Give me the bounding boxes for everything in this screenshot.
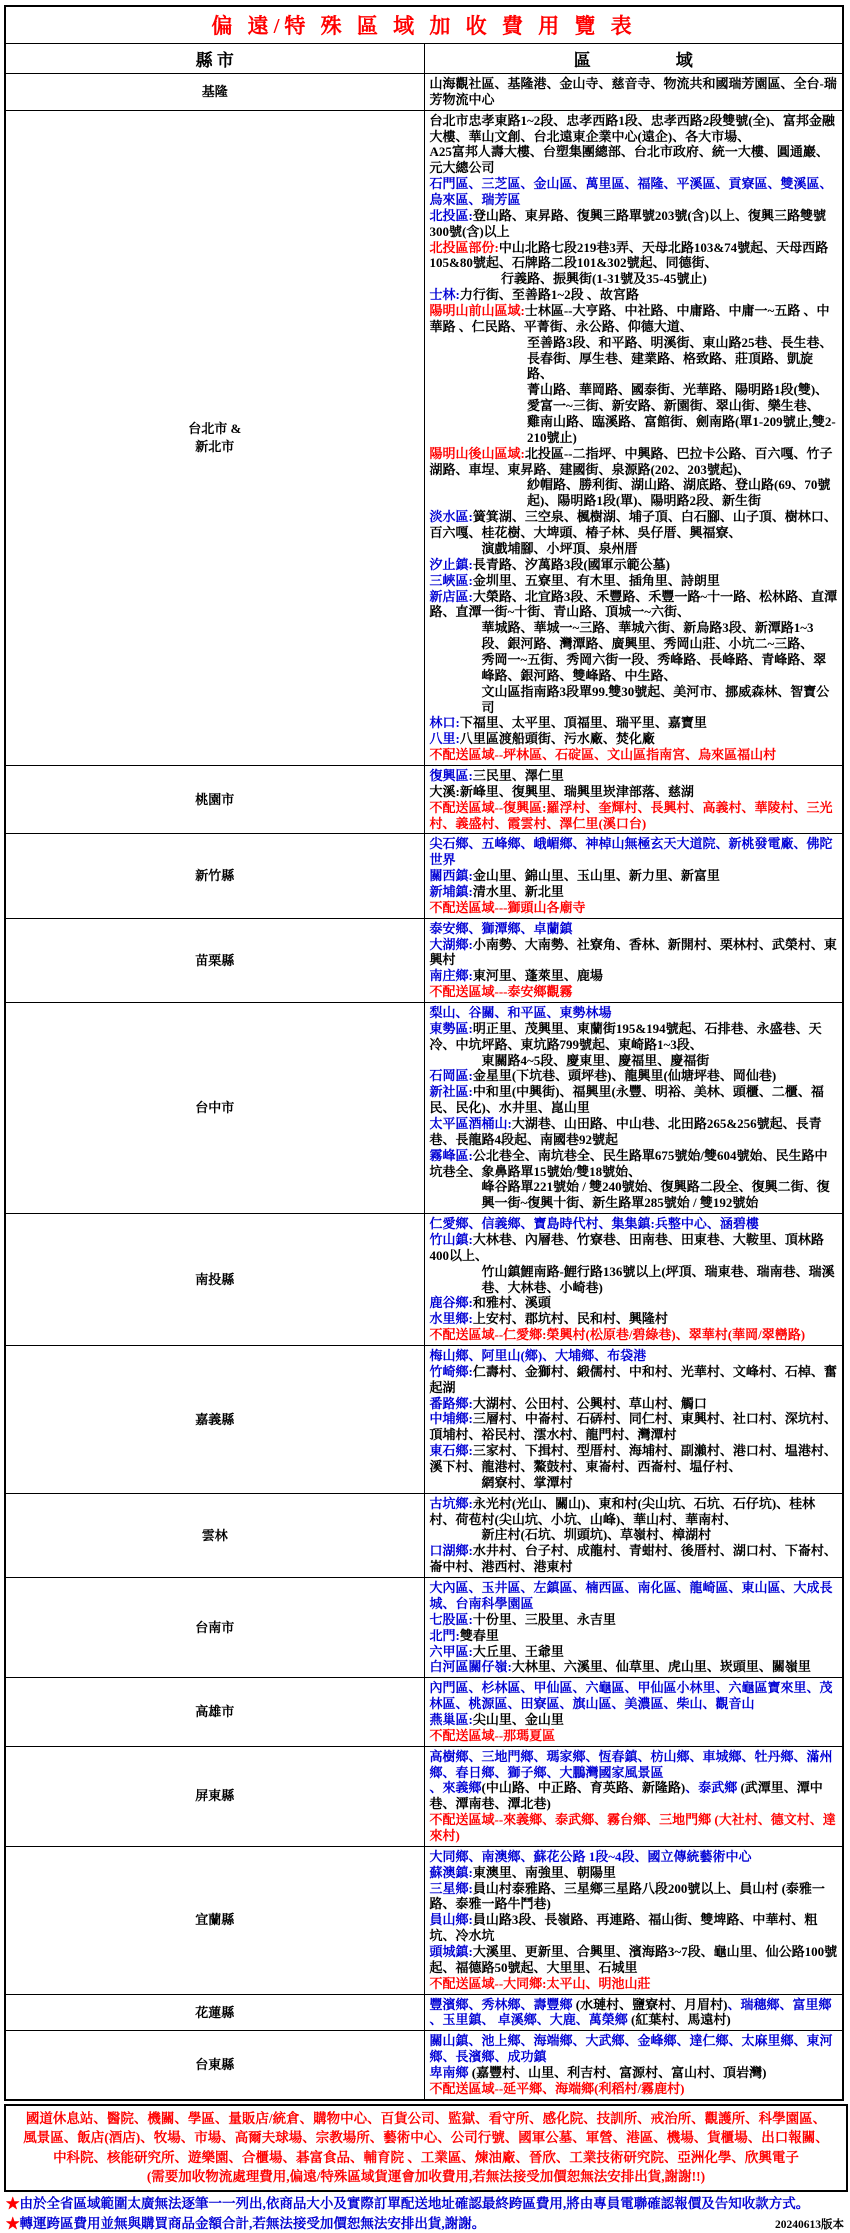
region-line [430,1496,839,1528]
region-text: (水璉村、鹽寮村、月眉村) [575,1996,728,2012]
region-text: 三民里、澤仁里 [472,767,564,783]
region-line [430,937,839,969]
region-line [430,1680,839,1712]
region-text: 、來義鄉 [429,1780,482,1796]
region-line [430,541,839,557]
region-text: 大同鄉、南澳鄉、蘇花公路 1段~4段、國立傳統藝術中心 [429,1848,752,1864]
region-text: 簧箕湖、三空泉、楓樹湖、埔子頂、白石腳、山子頂、樹林口、百六嘎、桂花樹、大埤頭、椿子林、吳仔厝、興福寮、 [429,509,837,541]
region-cell [424,834,843,918]
region-text: 員山村泰雅路、三星鄉三星路八段200號以上、員山村 (泰雅一路、泰雅一路牛鬥巷) [429,1880,825,1912]
region-line [430,620,839,652]
region-text: 不配送區域--來義鄉、泰武鄉、霧台鄉、三地門鄉 (大社村、德文村、達來村) [429,1812,836,1843]
region-text: 士林區--大亨路、中社路、中庸路、中庸一~五路 、中華路 、仁民路、平菁街、永公路、仰德大道、 [429,303,830,334]
region-line [430,1084,839,1116]
region-text: 大榮路、北宜路3段、禾豐路、禾豐一路~十一路、松林路、直潭路、直潭一街~十街、青山路、頂城一~六街、 [429,588,838,620]
region-text: 紗帽路、勝利街、湖山路、湖底路、登山路(69、70號起)、陽明路1段(單)、陽明路2段、新生街 [527,477,831,509]
region-line [430,2065,839,2081]
region-text: 竹崎鄉: [429,1363,473,1379]
county-name: 高雄市 [5,1678,424,1746]
region-text: 東勢區: [429,1020,473,1036]
region-text: 明正里、茂興里、東蘭街195&194號起、石排巷、永盛巷、天冷、中坑坪路、東坑路799號起、東崎路1~3段、 [429,1020,822,1052]
county-name: 台東縣 [5,2031,424,2100]
county-name: 花蓮縣 [5,1994,424,2031]
region-text: 關西鎮: [429,868,473,884]
region-line [430,144,839,176]
region-text: 東澳里、南強里、朝陽里 [472,1864,616,1880]
region-cell [424,918,843,1002]
region-text: 大湖巷、山田路、中山巷、北田路265&256號起、長青巷、長龍路4段起、南國巷92號起 [429,1116,822,1147]
region-text: 高樹鄉、三地門鄉、瑪家鄉、恆春鎮、枋山鄉、車城鄉、牡丹鄉、滿州鄉、春日鄉、獅子鄉、大鵬灣國家風景區 [429,1748,833,1780]
table-row [5,1346,843,1494]
region-line [430,684,839,716]
region-text: 力行街、至善路1~2段 、故宮路 [459,287,639,303]
region-text: 八里區渡船頭街、污水廠、焚化廠 [459,731,655,747]
region-line [430,1976,839,1992]
region-text: 石岡區: [429,1068,473,1084]
region-line [430,747,839,763]
region-line [430,1543,839,1575]
region-text: (紅葉村、馬遠村) [631,2012,731,2028]
county-name: 台北市 & 新北市 [5,110,424,765]
region-text: (嘉豐村、山里、利吉村、富源村、富山村、頂岩灣) [471,2064,767,2080]
table-row [5,1493,843,1577]
region-line [430,868,839,884]
region-text: 八里: [429,731,460,747]
region-text: 北投區: [429,207,473,223]
region-text: 十份里、三股里、永吉里 [472,1611,616,1627]
region-text: 不配送區域---獅頭山各廟寺 [429,899,586,915]
region-text: 尖石鄉、五峰鄉、峨嵋鄉、神棹山無極玄天大道院、新桃發電廠、佛陀世界 [429,836,833,868]
table-row [5,1002,843,1213]
region-text: 水里鄉: [429,1311,473,1327]
region-line [430,414,839,446]
table-row [5,1994,843,2031]
county-column-header: 縣 市 [5,44,424,74]
region-text: (中山路、中正路、育英路、新隆路) [481,1780,686,1796]
region-line [430,271,839,287]
table-row [5,834,843,918]
region-text: 汐止鎮: [429,556,473,572]
region-line [430,1264,839,1296]
region-line [430,1116,839,1148]
region-line [430,1311,839,1327]
region-text: 公北巷全、南坑巷全、民生路單675號始/雙604號始、民生路中坑巷全、象鼻路單15號始/雙18號始、 [429,1147,828,1179]
header-row [5,44,843,74]
region-text: 霧峰區: [429,1147,473,1163]
special-location-line: 風景區、飯店(酒店)、牧場、市場、高爾夫球場、宗教場所、藝術中心、公司行號、國軍公墓、軍營、港區、機場、貨櫃場、出口報關、 [23,2130,829,2146]
fee-table-body [5,74,843,2100]
region-line [430,1628,839,1644]
region-text: 不配送區域---泰安鄉觀霧 [429,984,573,1000]
region-line [430,1179,839,1211]
region-text: 竹山鎮鯉南路-鯉行路136號以上(坪頂、瑞東巷、瑞南巷、瑞溪巷、大林巷、小崎巷) [481,1263,835,1295]
region-line [430,836,839,868]
table-row [5,74,843,111]
region-line [430,731,839,747]
region-line [430,1475,839,1491]
county-name: 南投縣 [5,1214,424,1346]
region-text: 上安村、郡坑村、民和村、興隆村 [472,1311,668,1327]
region-text: 不配送區域--復興區:羅浮村、奎輝村、長興村、高義村、華陵村、三光村、義盛村、霞雲村、澤仁里(溪口台) [429,799,833,831]
region-text: 大丘里、王爺里 [472,1643,564,1659]
region-text: 梨山、谷關、和平區、東勢林場 [429,1004,612,1020]
region-text: 中山北路七段219巷3弄、天母北路103&74號起、天母西路105&80號起、石牌路二段101&302號起、同德街、 [429,239,829,271]
county-name: 台南市 [5,1578,424,1678]
region-text: 小南勢、大南勢、社寮角、香林、新開村、栗林村、武榮村、東興村 [429,936,837,968]
region-text: 番路鄉: [429,1395,473,1411]
region-text: 中和里(中興街)、福興里(永豐、明裕、美林、頭櫃、二櫃、福民、民化)、水井里、崑山里 [429,1084,824,1116]
region-line [430,1527,839,1543]
region-text: 鹿谷鄉: [429,1295,473,1311]
table-row [5,1678,843,1746]
region-text: 白河區關仔嶺: [429,1659,512,1675]
region-text: 仁愛鄉、信義鄉、寶島時代村、集集鎮:兵整中心、涵碧樓 [429,1216,759,1232]
region-line [430,113,839,145]
region-line [430,1712,839,1728]
county-name: 宜蘭縣 [5,1846,424,1994]
region-text: 員山路3段、長嶺路、再連路、福山街、雙埤路、中華村、粗坑、冷水坑 [429,1912,818,1944]
county-name: 桃園市 [5,765,424,833]
region-text: 不配送區域--坪林區、石碇區、文山區指南宮、烏來區福山村 [429,747,777,763]
region-line [430,1348,839,1364]
region-text: 大內區、玉井區、左鎮區、楠西區、南化區、龍崎區、東山區、大成長城、台南科學園區 [429,1580,833,1611]
region-text: 卑南鄉 [429,2064,472,2080]
region-text: 秀岡一~五街、秀岡六街一段、秀峰路、長峰路、青峰路、翠峰路、銀河路、雙峰路、中生路、 [481,651,827,683]
region-line [430,557,839,573]
region-line [430,1849,839,1865]
region-line [430,446,839,478]
region-line [430,1364,839,1396]
region-text: 長青路、汐萬路3段(國軍示範公墓) [472,556,671,572]
region-line [430,76,839,108]
region-text: 、泰武鄉 [685,1780,741,1796]
region-cell [424,2031,843,2100]
region-text: 竹山鎮: [429,1232,473,1248]
region-text: 新埔鎮: [429,883,473,899]
region-text: 陽明山後山區域: [429,445,525,461]
region-line [430,509,839,541]
region-text: 新社區: [429,1084,473,1100]
region-line [430,1021,839,1053]
region-text: A25富邦人壽大樓、台塑集團總部、台北市政府、統一大樓、圓通巖、元大總公司 [429,144,829,176]
region-text: 大湖村、公田村、公興村、草山村、觸口 [472,1395,707,1411]
county-name: 嘉義縣 [5,1346,424,1494]
table-row [5,110,843,765]
region-text: 山海觀社區、基隆港、金山寺、慈音寺、物流共和國瑞芳園區、全台-瑞芳物流中心 [429,76,837,107]
region-text: 大林巷、內層巷、竹寮巷、田南巷、田東巷、大鞍里、頂林路400以上、 [429,1232,824,1263]
region-cell [424,110,843,765]
region-text: 三星鄉: [429,1880,473,1896]
region-text: 東河里、蓬萊里、鹿場 [472,968,603,984]
region-text: 下福里、太平里、頂福里、瑞平里、嘉寶里 [459,715,707,731]
region-text: 不配送區域--仁愛鄉:榮興村(松原巷/碧綠巷)、翠華村(華岡/翠巒路) [429,1327,806,1343]
region-line [430,1944,839,1976]
region-line [430,652,839,684]
version-label: 20240613版本 [775,2218,844,2231]
region-line [430,477,839,509]
region-line [430,1780,839,1812]
region-line [430,1728,839,1744]
region-line [430,1881,839,1913]
region-text: 古坑鄉: [429,1495,473,1511]
region-text: 新店區: [429,588,473,604]
region-text: 尖山里、金山里 [472,1711,564,1727]
region-cell [424,1846,843,1994]
region-text: 蘇澳鎮: [429,1864,473,1880]
region-text: 金圳里、五寮里、有木里、插角里、詩朗里 [472,572,720,588]
region-text: 不配送區域--大同鄉:太平山、明池山莊 [429,1975,651,1991]
region-cell [424,74,843,111]
star-icon: ★ [6,2195,20,2211]
title-cell [5,6,843,44]
region-line [430,240,839,272]
surcharge-notice-page [4,0,846,2233]
region-line [430,1216,839,1232]
region-text: 大溪里、更新里、合興里、濱海路3~7段、龜山里、仙公路100號起、福德路50號起、大里里、石城里 [429,1943,838,1975]
region-text: 峰谷路單221號始 / 雙240號始、復興路二段全、復興二街、復興一街~復興十街、新生路單285號始 / 雙192號始 [481,1179,830,1211]
special-locations-box [4,2104,848,2192]
region-line [430,1232,839,1264]
region-text: 燕巢區: [429,1711,473,1727]
region-text: 不配送區域--延平鄉、海端鄉(利稻村/霧鹿村) [429,2080,685,2096]
page-title: 偏 遠/特 殊 區 域 加 收 費 用 覽 表 [211,14,637,38]
footnote-text-2: 轉運跨區費用並無與購買商品金額合計,若無法接受加價恕無法安排出貨,謝謝。 [19,2215,486,2231]
region-line [430,1912,839,1944]
region-text: 行義路、振興街(1-31號及35-45號止) [501,271,707,287]
region-line [430,784,839,800]
region-line [430,1295,839,1311]
region-line [430,1812,839,1844]
region-line [430,287,839,303]
table-row [5,765,843,833]
region-line [430,1580,839,1612]
region-text: 至善路3段、和平路、明溪街、東山路25巷、長生巷、長春街、厚生巷、建業路、格致路、莊頂路、凱旋路、 [527,334,833,382]
region-line [430,573,839,589]
region-line [430,208,839,240]
region-text: 北投區部份: [429,239,499,255]
region-cell [424,1493,843,1577]
region-text: 台北市忠孝東路1~2段、忠孝西路1段、忠孝西路2段雙號(全)、富邦金融大樓、華山文創、台北遠東企業中心(遠企)、各大市場、 [429,112,835,144]
region-line [430,984,839,1000]
region-line [430,1865,839,1881]
region-text: 中埔鄉: [429,1411,473,1427]
region-text: 水井村、台子村、成龍村、青蚶村、後厝村、湖口村、下崙村、崙中村、港西村、港東村 [429,1543,837,1575]
region-text: 三層村、中崙村、石硦村、同仁村、東興村、社口村、深坑村、頂埔村、裕民村、澐水村、龍門村、灣潭村 [429,1411,837,1443]
region-line [430,1443,839,1475]
region-line [430,382,839,414]
region-text: 菁山路、華岡路、國泰街、光華路、陽明路1段(雙)、愛富一~三街、新安路、新園街、翠山街、樂生巷、 [527,382,829,414]
region-text: 石門區、三芝區、金山區、萬里區、福隆、平溪區、貢寮區、雙溪區、烏來區、瑞芳區 [429,176,833,208]
region-text: 登山路、東昇路、復興三路單號203號(含)以上、復興三路雙號300號(含)以上 [429,207,827,239]
region-cell [424,1214,843,1346]
region-text: 仁壽村、金獅村、緞儒村、中和村、光華村、文峰村、石棹、奮起湖 [429,1363,837,1395]
region-text: 北門: [429,1627,460,1643]
region-line [430,1053,839,1069]
region-text: 士林: [429,287,460,303]
region-text: 文山區指南路3段單99.雙30號起、美河市、挪威森林、智寶公司 [481,683,830,715]
region-text: 和雅村、溪頭 [472,1295,551,1311]
table-row [5,1846,843,1994]
region-text: 南庄鄉: [429,968,473,984]
region-text: 陽明山前山區域: [429,303,525,319]
footnote-text-1: 由於全省區域範圍太廣無法逐筆一一列出,依商品大小及實際訂單配送地址確認最終跨區費用,將由專員電聯確認報價及告知收款方式。 [19,2195,810,2211]
star-icon: ★ [6,2215,20,2231]
region-line [430,1644,839,1660]
region-text: 、瑞穗鄉、富里鄉 、玉里鎮、 卓溪鄉、大鹿、萬榮鄉 [429,1996,832,2028]
special-location-line: 國道休息站、醫院、機關、學區、量販店/統倉、購物中心、百貨公司、監獄、看守所、感化院、技訓所、戒治所、觀護所、科學園區、 [25,2110,827,2126]
special-location-line: (需要加收物流處理費用,偏遠/特殊區域貨運會加收費用,若無法接受加價恕無法安排出貨,謝謝!!) [146,2169,706,2185]
region-text: 雞南山路、臨溪路、富館街、劍南路(單1-209號止,雙2-210號止) [527,414,836,445]
table-row [5,1214,843,1346]
region-cell [424,1002,843,1213]
region-text: 頭城鎮: [429,1943,473,1959]
region-text: 金星里(下坑巷、頭坪巷)、龍興里(仙塘坪巷、岡仙巷) [472,1068,777,1084]
region-text: 永光村(光山、關山)、東和村(尖山坑、石坑、石仔坑)、桂林村、荷苞村(尖山坑、小坑、山峰)、華山村、華南村、 [429,1495,816,1527]
region-cell [424,1678,843,1746]
region-line [430,1396,839,1412]
county-name: 屏東縣 [5,1746,424,1846]
region-line [430,800,839,832]
county-name: 雲林 [5,1493,424,1577]
region-text: 復興區: [429,767,473,783]
region-line [430,1612,839,1628]
footnotes [4,2194,846,2233]
region-text: 員山鄉: [429,1912,473,1928]
region-line [430,968,839,984]
region-line [430,303,839,335]
region-column-header: 區 域 [424,44,843,74]
region-text: 北投區--二指坪、中興路、巴拉卡公路、百六嘎、竹子湖路、車埕、東昇路、建國街、泉源路(202、203號起)、 [429,445,833,477]
table-row [5,1746,843,1846]
region-cell [424,1346,843,1494]
special-location-line: 中科院、核能研究所、遊樂園、合櫃場、碁富食品、輔育院 、工業區、煉油廠、晉欣、工業技術研究院、亞洲化學、欣興電子 [53,2149,799,2165]
region-text: 大湖鄉: [429,936,473,952]
region-line [430,768,839,784]
region-text: 太平區酒桶山: [429,1116,512,1131]
footnote-line-1 [6,2194,844,2214]
region-text: 泰安鄉、獅潭鄉、卓蘭鎮 [429,920,573,936]
region-line [430,176,839,208]
region-line [430,1659,839,1675]
region-text: 華城路、華城一~三路、華城六街、新烏路3段、新潭路1~3段、銀河路、灣潭路、廣興里、秀岡山莊、小坑二~三路、 [481,620,814,652]
region-text: 口湖鄉: [429,1543,473,1559]
region-text: 清水里、新北里 [472,883,564,899]
region-text: 七股區: [429,1611,473,1627]
region-text: 六甲區: [429,1643,473,1659]
region-text: 淡水區: [429,509,473,525]
region-text: 新庄村(石坑、圳頭坑)、草嶺村、樟湖村 [481,1527,712,1543]
region-line [430,1749,839,1781]
region-text: 關山鎮、池上鄉、海端鄉、大武鄉、金峰鄉、達仁鄉、太麻里鄉、東河鄉、長濱鄉、成功鎮 [429,2033,833,2065]
region-line [430,335,839,383]
region-line [430,589,839,621]
region-line [430,1005,839,1021]
region-text: 豐濱鄉、秀林鄉、壽豐鄉 [429,1996,576,2012]
table-row [5,2031,843,2100]
region-cell [424,1746,843,1846]
table-row [5,1578,843,1678]
county-name: 台中市 [5,1002,424,1213]
county-name: 苗栗縣 [5,918,424,1002]
region-text: 梅山鄉、阿里山(鄉)、大埔鄉、布袋港 [429,1348,647,1364]
county-name: 基隆 [5,74,424,111]
region-cell [424,765,843,833]
region-line [430,2033,839,2065]
region-text: 內門區、杉林區、甲仙區、六龜區、甲仙區小林里、六龜區寶來里、茂林區、桃源區、田寮區、旗山區、美濃區、柴山、觀音山 [429,1680,833,1712]
surcharge-table [4,5,844,2101]
region-text: 三峽區: [429,572,473,588]
region-line [430,921,839,937]
table-row [5,918,843,1002]
region-cell [424,1578,843,1678]
region-line [430,884,839,900]
region-line [430,2081,839,2097]
region-text: 不配送區域--那瑪夏區 [429,1727,556,1743]
region-text: 三家村、下揖村、型厝村、海埔村、副瀨村、港口村、塭港村、溪下村、龍港村、鰲鼓村、東崙村、西崙村、塭仔村、 [429,1443,837,1475]
county-name: 新竹縣 [5,834,424,918]
region-line [430,1327,839,1343]
region-line [430,1148,839,1180]
title-row [5,6,843,44]
region-line [430,715,839,731]
region-line [430,900,839,916]
footnote-line-2 [6,2214,844,2233]
region-text: 東關路4~5段、慶東里、慶福里、慶福街 [481,1052,710,1068]
region-text: 演戲埔腳、小坪頂、泉州厝 [481,540,638,556]
region-cell [424,1994,843,2031]
region-text: 大林里、六溪里、仙草里、虎山里、崁頭里、關嶺里 [511,1659,811,1675]
region-line [430,1997,839,2029]
region-text: 大溪:新峰里、復興里、瑞興里崁津部落、慈湖 [429,783,694,799]
region-line [430,1411,839,1443]
region-line [430,1068,839,1084]
region-text: 網寮村、掌潭村 [481,1474,573,1490]
region-text: 雙春里 [459,1627,499,1643]
region-text: 林口: [429,715,460,731]
region-text: 金山里、錦山里、玉山里、新力里、新富里 [472,868,720,884]
region-text: (武潭里、潭中巷、潭南巷、潭北巷) [429,1780,823,1812]
region-text: 東石鄉: [429,1443,473,1459]
